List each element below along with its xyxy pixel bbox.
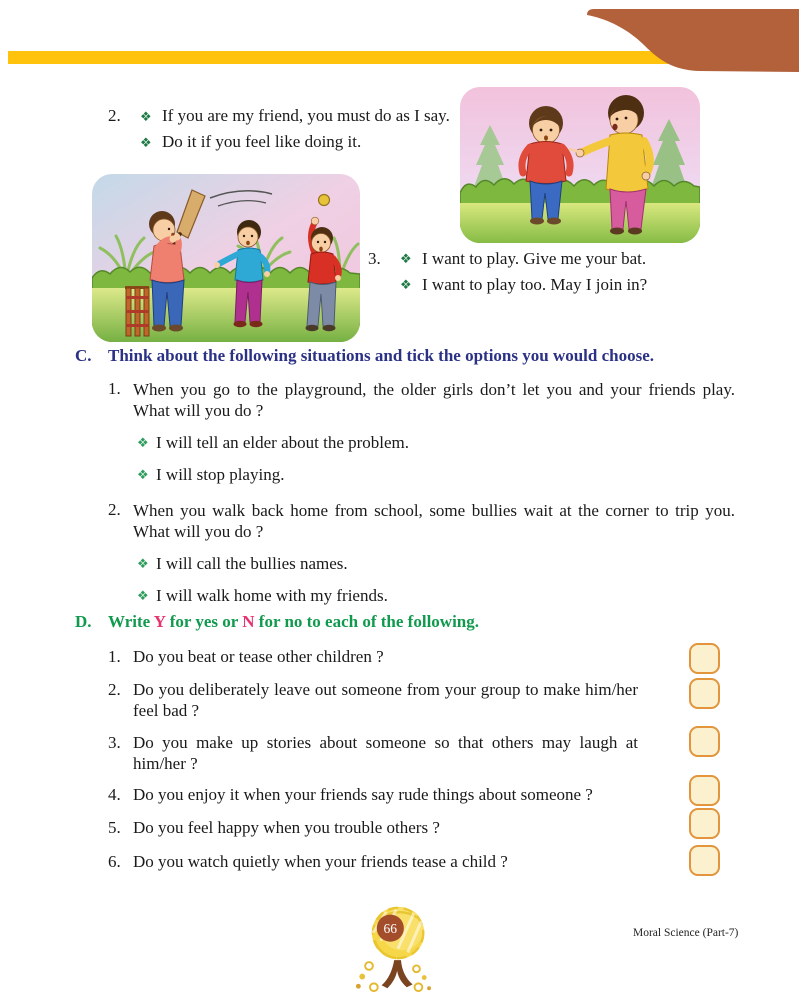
answer-box-6[interactable] (689, 845, 720, 876)
answer-box-5[interactable] (689, 808, 720, 839)
section-label: C. (75, 346, 92, 365)
diamond-bullet-icon: ❖ (137, 556, 149, 571)
two-boys-talking-illustration (460, 87, 700, 243)
tree-trunk (382, 960, 413, 988)
option-c2-a (75, 553, 737, 574)
dialogue-text: Do it if you feel like doing it. (162, 132, 362, 151)
answer-box-2[interactable] (689, 678, 720, 709)
question-d1: 1. Do you beat or tease other children ? (108, 647, 384, 666)
dialogue-text: I want to play. Give me your bat. (422, 249, 647, 268)
option-text: I will call the bullies names. (156, 554, 348, 573)
question-c1 (75, 379, 737, 421)
diamond-bullet-icon: ❖ (140, 135, 152, 150)
answer-box-4[interactable] (689, 775, 720, 806)
question-d2: 2. Do you deliberately leave out someone from your group to make him/her feel bad ? (108, 680, 638, 720)
no-letter: N (242, 612, 255, 631)
question-d6: 6. Do you watch quietly when your friends tease a child ? (108, 852, 508, 871)
diamond-bullet-icon: ❖ (400, 277, 412, 292)
item-number: 3. (368, 249, 381, 268)
option-c2-b (75, 585, 737, 606)
question-d5: 5. Do you feel happy when you trouble others ? (108, 818, 440, 837)
answer-box-3[interactable] (689, 726, 720, 757)
option-text: I will stop playing. (156, 465, 285, 484)
question-text: When you go to the playground, the older girls don’t let you and your friends play. What will you do ? (133, 380, 735, 420)
option-c1-a (75, 432, 737, 453)
section-c-heading (75, 346, 737, 366)
question-text: When you walk back home from school, some bullies wait at the corner to trip you. What will you do ? (133, 501, 735, 541)
option-c1-b (75, 464, 737, 485)
dialogue-line (108, 130, 450, 156)
diamond-bullet-icon: ❖ (140, 109, 152, 124)
option-text: I will walk home with my friends. (156, 586, 388, 605)
dialogue-text: I want to play too. May I join in? (422, 275, 648, 294)
cricket-stumps (125, 286, 149, 336)
answer-box-1[interactable] (689, 643, 720, 674)
section-title: Write Y for yes or N for no to each of the following. (108, 612, 479, 631)
dialogue-text: If you are my friend, you must do as I say. (162, 106, 450, 125)
question-d3: 3. Do you make up stories about someone so that others may laugh at him/her ? (108, 733, 638, 773)
section-d-heading (75, 612, 640, 632)
section-d (75, 612, 640, 872)
dialogue-line (368, 246, 647, 272)
question-number: 1. (108, 379, 121, 398)
section-c (75, 346, 737, 606)
question-d4: 4. Do you enjoy it when your friends say rude things about someone ? (108, 785, 593, 804)
diamond-bullet-icon: ❖ (137, 467, 149, 482)
grass (460, 203, 700, 243)
dialogue-line (108, 104, 450, 130)
option-text: I will tell an elder about the problem. (156, 433, 410, 452)
page-number: 66 (383, 920, 398, 936)
header-yellow-bar (8, 51, 674, 64)
header-corner-shape (587, 8, 799, 74)
dialogue-item-3 (368, 246, 647, 298)
dialogue-line (368, 272, 647, 298)
item-number: 2. (108, 106, 121, 125)
diamond-bullet-icon: ❖ (400, 251, 412, 266)
section-label: D. (75, 612, 92, 631)
diamond-bullet-icon: ❖ (137, 435, 149, 450)
yes-letter: Y (153, 612, 166, 631)
section-title: Think about the following situations and tick the options you would choose. (108, 346, 655, 365)
book-title: Moral Science (Part-7) (633, 927, 739, 939)
question-c2 (75, 500, 737, 542)
page-number-tree-logo (350, 902, 450, 994)
question-number: 2. (108, 500, 121, 519)
cricket-boys-illustration (92, 174, 360, 342)
dialogue-item-2 (108, 104, 450, 156)
diamond-bullet-icon: ❖ (137, 588, 149, 603)
